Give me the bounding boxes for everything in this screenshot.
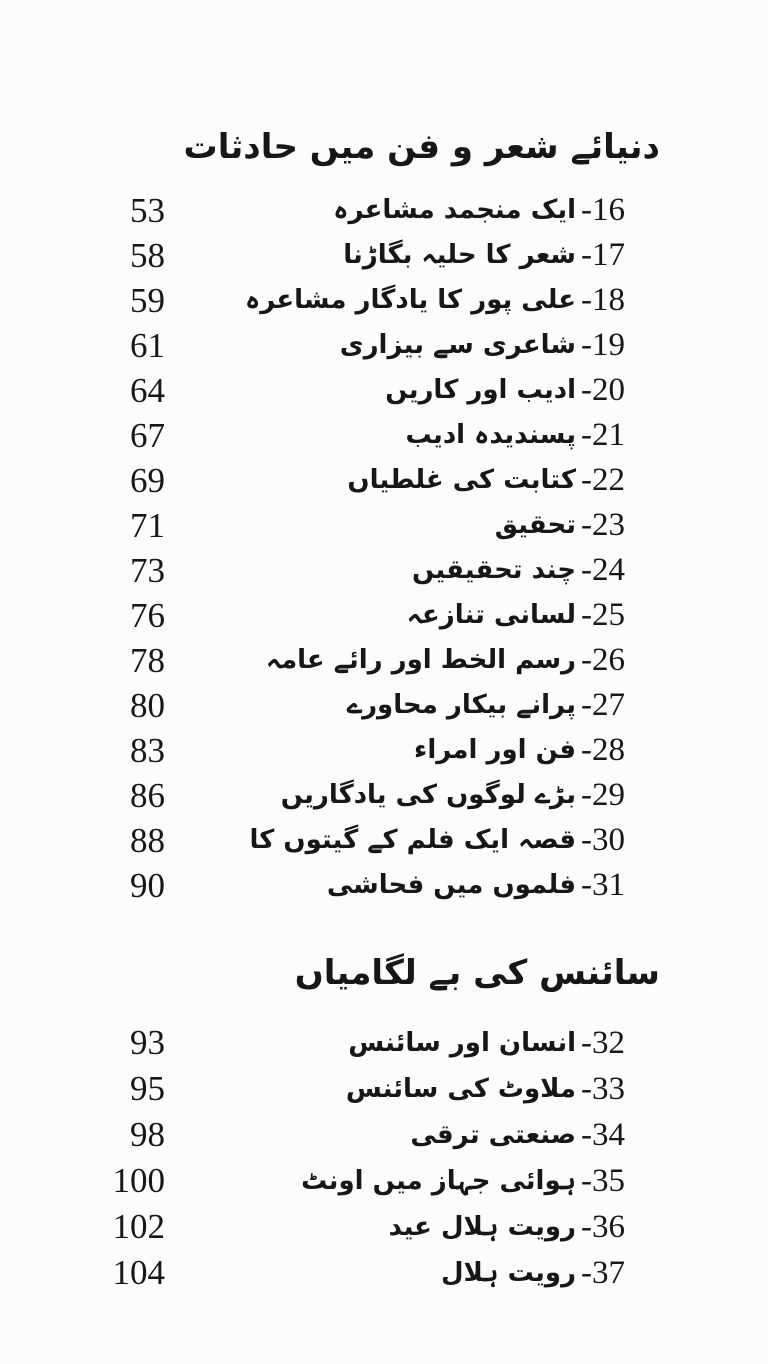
toc-entry-row bbox=[0, 233, 768, 278]
entry-number: -21 bbox=[581, 417, 625, 453]
toc-entry-row bbox=[0, 593, 768, 638]
page-number: 93 bbox=[130, 1023, 165, 1062]
entry-number: -17 bbox=[581, 237, 625, 273]
entry-title: لسانی تنازعہ bbox=[406, 600, 576, 630]
page-number: 59 bbox=[130, 281, 165, 320]
entry-number: -16 bbox=[581, 192, 625, 228]
entry-number: -35 bbox=[581, 1163, 625, 1199]
section-rows bbox=[0, 188, 768, 908]
entry-number: -24 bbox=[581, 552, 625, 588]
entry-number: -19 bbox=[581, 327, 625, 363]
entry-number: -27 bbox=[581, 687, 625, 723]
page-number: 67 bbox=[130, 416, 165, 455]
page-number: 100 bbox=[112, 1161, 165, 1200]
toc-section bbox=[0, 942, 768, 1296]
entry-title: ادیب اور کاریں bbox=[385, 375, 576, 405]
page-number: 88 bbox=[130, 821, 165, 860]
entry-title: ایک منجمد مشاعرہ bbox=[333, 195, 576, 225]
toc-entry-row bbox=[0, 1204, 768, 1250]
entry-number: -32 bbox=[581, 1025, 625, 1061]
entry-title: فن اور امراء bbox=[414, 735, 576, 765]
toc-entry-row bbox=[0, 458, 768, 503]
page-number: 98 bbox=[130, 1115, 165, 1154]
entry-number: -34 bbox=[581, 1117, 625, 1153]
toc-entry-row bbox=[0, 863, 768, 908]
toc-entry-row bbox=[0, 1250, 768, 1296]
entry-number: -23 bbox=[581, 507, 625, 543]
toc-entry-row bbox=[0, 278, 768, 323]
entry-title: پسندیدہ ادیب bbox=[405, 420, 576, 450]
entry-title: کتابت کی غلطیاں bbox=[347, 465, 576, 495]
entry-number: -30 bbox=[581, 822, 625, 858]
toc-entry-row bbox=[0, 1112, 768, 1158]
entry-title: بڑے لوگوں کی یادگاریں bbox=[280, 780, 576, 810]
entry-title: شاعری سے بیزاری bbox=[339, 330, 576, 360]
toc-entry-row bbox=[0, 1158, 768, 1204]
entry-number: -26 bbox=[581, 642, 625, 678]
entry-title: صنعتی ترقی bbox=[410, 1120, 576, 1150]
toc-entry-row bbox=[0, 638, 768, 683]
page-number: 83 bbox=[130, 731, 165, 770]
entry-title: رسم الخط اور رائے عامہ bbox=[265, 645, 576, 675]
page-number: 86 bbox=[130, 776, 165, 815]
toc-entry-row bbox=[0, 1066, 768, 1112]
page-number: 71 bbox=[130, 506, 165, 545]
toc-entry-row bbox=[0, 188, 768, 233]
entry-title: تحقیق bbox=[494, 510, 576, 540]
entry-title: پرانے بیکار محاورے bbox=[346, 690, 576, 720]
entry-number: -18 bbox=[581, 282, 625, 318]
page-number: 80 bbox=[130, 686, 165, 725]
entry-number: -28 bbox=[581, 732, 625, 768]
page-number: 102 bbox=[112, 1207, 165, 1246]
entry-title: ہوائی جہاز میں اونٹ bbox=[301, 1166, 576, 1196]
entry-title: ملاوٹ کی سائنس bbox=[345, 1074, 576, 1104]
section-rows bbox=[0, 1020, 768, 1296]
entry-title: رویت ہلال bbox=[440, 1258, 576, 1288]
page-number: 53 bbox=[130, 191, 165, 230]
entry-number: -37 bbox=[581, 1255, 625, 1291]
toc-entry-row bbox=[0, 368, 768, 413]
page-number: 78 bbox=[130, 641, 165, 680]
page-number: 90 bbox=[130, 866, 165, 905]
toc-entry-row bbox=[0, 728, 768, 773]
toc-content bbox=[0, 116, 768, 1296]
toc-entry-row bbox=[0, 323, 768, 368]
toc-entry-row bbox=[0, 413, 768, 458]
toc-entry-row bbox=[0, 818, 768, 863]
page-number: 58 bbox=[130, 236, 165, 275]
entry-number: -29 bbox=[581, 777, 625, 813]
toc-entry-row bbox=[0, 1020, 768, 1066]
entry-title: رویت ہلال عید bbox=[388, 1212, 576, 1242]
entry-number: -33 bbox=[581, 1071, 625, 1107]
page-number: 69 bbox=[130, 461, 165, 500]
entry-title: شعر کا حلیہ بگاڑنا bbox=[343, 240, 576, 270]
section-heading: دنیائے شعر و فن میں حادثات bbox=[183, 127, 660, 167]
entry-title: انسان اور سائنس bbox=[348, 1028, 576, 1058]
toc-entry-row bbox=[0, 503, 768, 548]
page-number: 61 bbox=[130, 326, 165, 365]
entry-number: -31 bbox=[581, 867, 625, 903]
entry-number: -22 bbox=[581, 462, 625, 498]
toc-entry-row bbox=[0, 683, 768, 728]
page-number: 95 bbox=[130, 1069, 165, 1108]
entry-title: فلموں میں فحاشی bbox=[326, 870, 576, 900]
entry-title: قصہ ایک فلم کے گیتوں کا bbox=[249, 825, 576, 855]
toc-entry-row bbox=[0, 548, 768, 593]
section-heading: سائنس کی بے لگامیاں bbox=[294, 953, 660, 993]
entry-title: چند تحقیقیں bbox=[412, 555, 576, 585]
page-number: 104 bbox=[112, 1253, 165, 1292]
page-number: 64 bbox=[130, 371, 165, 410]
page-number: 76 bbox=[130, 596, 165, 635]
entry-title: علی پور کا یادگار مشاعرہ bbox=[244, 285, 576, 315]
entry-number: -25 bbox=[581, 597, 625, 633]
toc-section bbox=[0, 116, 768, 908]
entry-number: -36 bbox=[581, 1209, 625, 1245]
toc-entry-row bbox=[0, 773, 768, 818]
entry-number: -20 bbox=[581, 372, 625, 408]
page-number: 73 bbox=[130, 551, 165, 590]
